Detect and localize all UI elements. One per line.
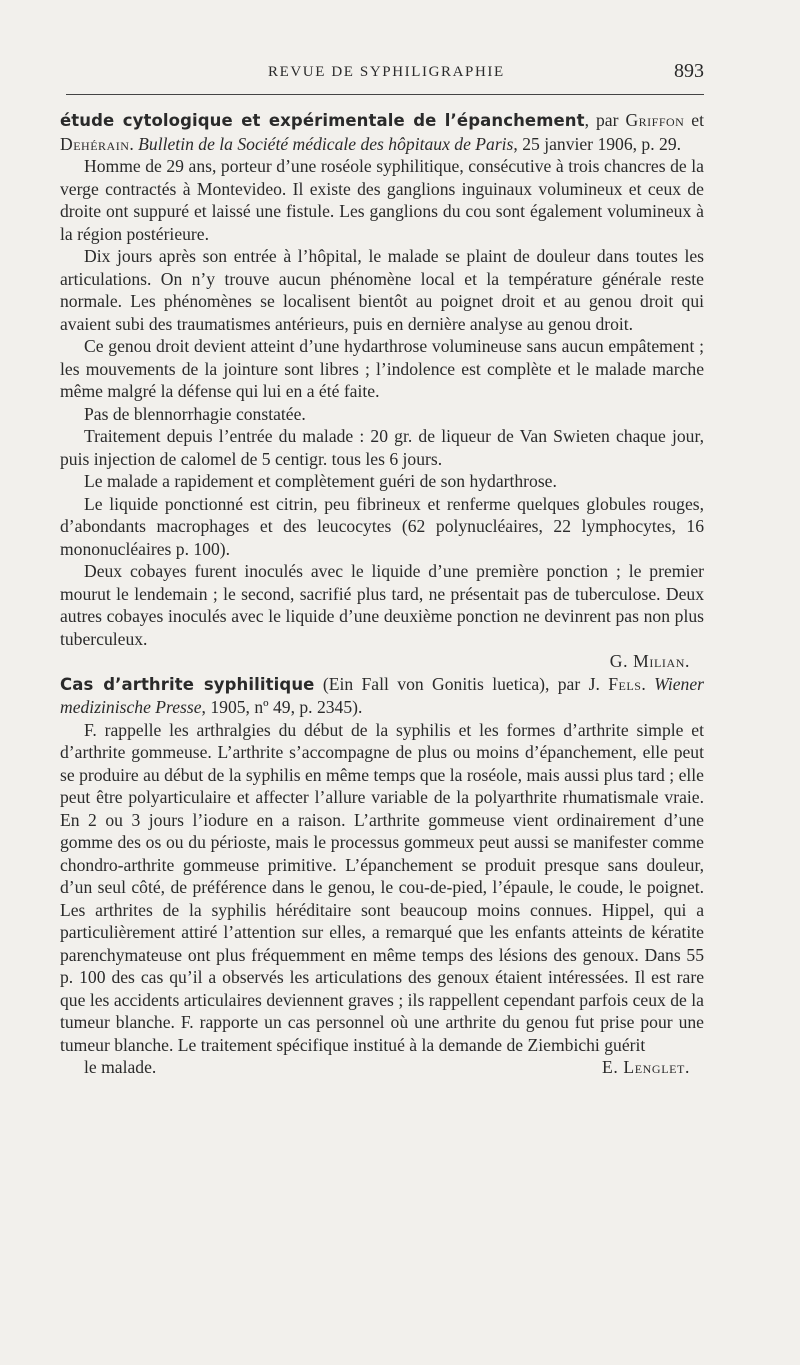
article1-author1: Griffon <box>625 110 685 130</box>
article1-title: étude cytologique et expérimentale de l’épanchement <box>60 111 585 130</box>
body-text <box>60 109 704 1079</box>
article1-paragraph: Ce genou droit devient atteint d’une hydarthrose volumineuse sans aucun empâtement ; les mouvements de la jointure sont libres ; l’indolence est complète et le malade marche même malgré la défense qui lui en a été faite. <box>60 336 704 401</box>
article1-citation: , 25 janvier 1906, p. 29. <box>513 133 682 154</box>
article1-signature-line <box>60 650 704 673</box>
article2-title: Cas d’arthrite syphilitique <box>60 674 315 694</box>
article2-title-end: . <box>641 673 655 694</box>
article1-author2: Dehérain <box>60 133 130 154</box>
running-title: REVUE DE SYPHILIGRAPHIE <box>268 64 505 80</box>
article2-author: Fels <box>608 673 642 694</box>
article1-paragraph: Le liquide ponctionné est citrin, peu fibrineux et renferme quelques globules rouges, d’abondants macrophages et des leucocytes (62 polynucléaires, 22 lymphocytes, 16 mononucléaires p. 100). <box>60 493 704 559</box>
article1-paragraph: Traitement depuis l’entrée du malade : 20 gr. de liqueur de Van Swieten chaque jour, puis injection de calomel de 5 centigr. tous les 6 jours. <box>60 426 704 469</box>
article2-citation: , 1905, nº 49, p. 2345). <box>201 697 363 717</box>
page-number: 893 <box>674 60 704 82</box>
article2-journal: Wiener medizinische Presse <box>60 673 704 717</box>
article2-signature: E. Lenglet. <box>602 1057 690 1077</box>
article1-title-sep: , par <box>584 110 626 130</box>
article1-last-paragraph: Deux cobayes furent inoculés avec le liquide d’une première ponction ; le premier mourut le lendemain ; le second, sacrifié plus tard, ne présentait pas de tuberculose. Deux autres cobayes inoculés avec le liquide d’une deuxième ponction ne devinrent pas non plus tuberculeux. <box>60 561 704 649</box>
article1-paragraph: Dix jours après son entrée à l’hôpital, le malade se plaint de douleur dans toutes les articulations. On n’y trouve aucun phénomène local et la température générale reste normale. Les phénomènes se localisent bientôt au poignet droit et au genou droit qui avaient subi des traumatismes antérieurs, puis en dernière analyse au genou droit. <box>60 246 704 334</box>
article2-paragraph: F. rappelle les arthralgies du début de la syphilis et les formes d’arthrite simple et d’arthrite gommeuse. L’arthrite s’accompagne de plus ou moins d’épanchement, elle peut se produire au début de la syphilis en même temps que la roséole, mais aussi plus tard ; elle peut être polyarticulaire et affecter l’allure variable de la polyarthrite rhumatismale vraie. En 2 ou 3 jours l’iodure en a raison. L’arthrite gommeuse vient ordinairement d’une gomme des os ou du périoste, mais le processus gommeux peut aussi se manifester comme chondro-arthrite gommeuse primitive. L’épanchement se produit presque sans douleur, d’un seul côté, de préférence dans le genou, le cou-de-pied, l’épaule, le coude, le poignet. Les arthrites de la syphilis héréditaire sont beaucoup moins connues. Hippel, qui a particulièrement attiré l’attention sur elles, a remarqué que les enfants atteints de kératite parenchymateuse ont plus fréquemment en même temps des lésions des genoux. Dans 55 p. 100 des cas qu’il a observés les articulations des genoux étaient intéressées. Il est rare que les accidents articulaires deviennent graves ; ils rappellent cependant parfois ceux de la tumeur blanche. F. rapporte un cas personnel où une arthrite du genou fut prise pour une tumeur blanche. Le traitement spécifique institué à la demande de Ziembichi guérit <box>60 719 704 1055</box>
article2-heading <box>60 673 704 719</box>
article1-journal: Bulletin de la Société médicale des hôpitaux de Paris <box>138 133 514 154</box>
header-rule <box>66 94 704 95</box>
article2-signature-line <box>60 1056 704 1079</box>
article1-paragraph: Le malade a rapidement et complètement guéri de son hydarthrose. <box>84 471 557 491</box>
article1-heading <box>60 109 704 155</box>
article1-title-end: . <box>129 133 139 154</box>
article2-closing-text: le malade. <box>84 1057 157 1077</box>
article1-paragraph: Homme de 29 ans, porteur d’une roséole syphilitique, consécutive à trois chancres de la verge contractés à Montevideo. Il existe des ganglions inguinaux volumineux et ceux de droite ont suppuré et laissé une fistule. Les ganglions du cou sont également volumineux à la région postérieure. <box>60 156 704 244</box>
article2-title-rest: (Ein Fall von Gonitis luetica), par J. <box>314 673 609 694</box>
page-header <box>60 58 704 94</box>
article1-author-sep: et <box>684 110 704 130</box>
article1-signature: G. Milian. <box>609 651 690 671</box>
article1-paragraph: Pas de blennorrhagie constatée. <box>84 403 306 424</box>
